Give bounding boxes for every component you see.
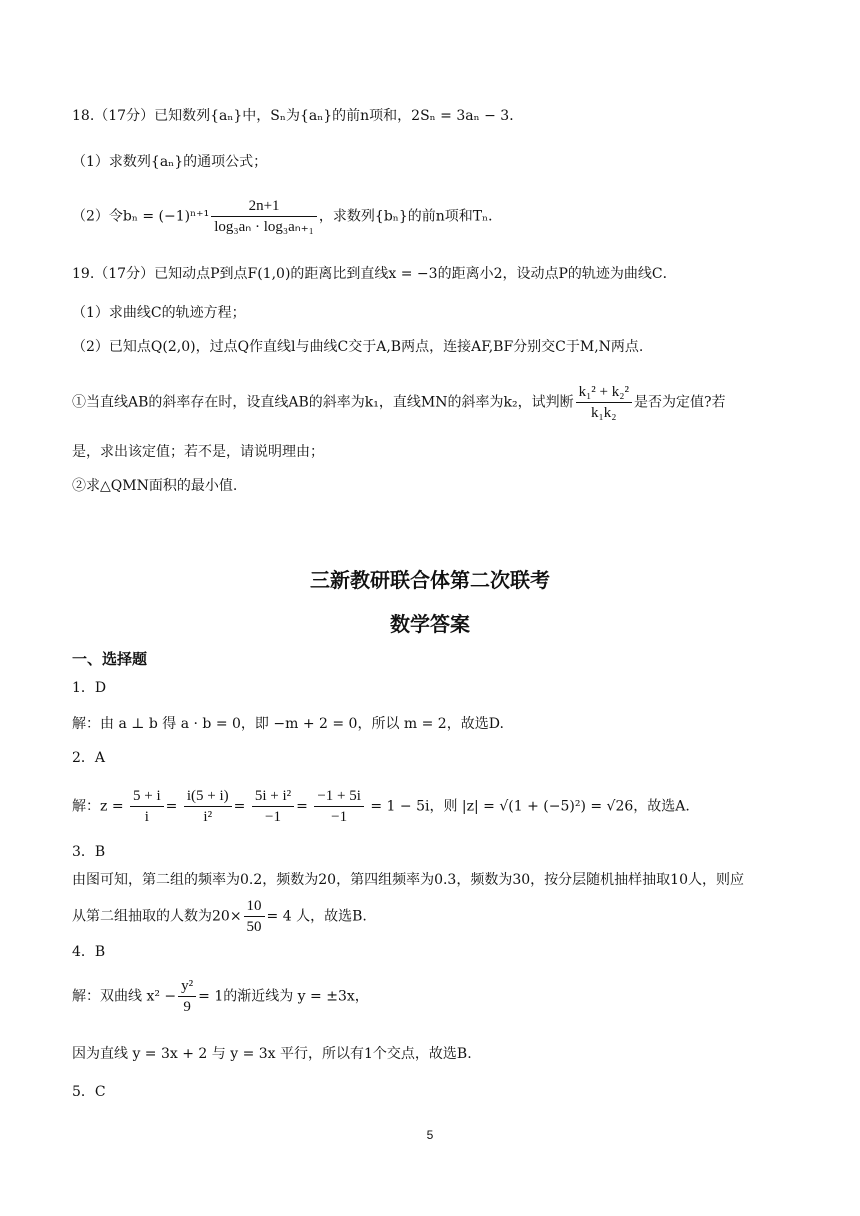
q19-stem: 19.（17分）已知动点P到点F(1,0)的距离比到直线x = −3的距离小2，设动点P的轨迹为曲线C． [72, 266, 677, 282]
section-heading-choice: 一、选择题 [72, 650, 148, 668]
answer-1-solution: 解：由 a ⊥ b 得 a · b = 0，即 −m + 2 = 0，所以 m = 2，故选D. [72, 716, 504, 732]
answer-3-pre: 从第二组抽取的人数为20× [72, 908, 242, 925]
q19-part2a-fraction [576, 382, 632, 423]
answer-2-frac-1 [130, 786, 164, 827]
q18-frac-num: 2n+1 [211, 196, 317, 217]
answer-3-label: 3．B [72, 844, 106, 860]
answer-4-fraction [178, 976, 196, 1017]
answer-2-frac-2 [184, 786, 232, 827]
a4-num: y² [178, 976, 196, 997]
answer-3-post: = 4 人，故选B. [266, 908, 367, 925]
answer-2-label: 2．A [72, 750, 106, 766]
answer-1-label: 1．D [72, 680, 107, 696]
answer-2-post: = 1 − 5i，则 |z| = √(1 + (−5)²) = √26，故选A. [370, 798, 690, 815]
q18-part2-fraction [211, 196, 317, 237]
answer-3-line2 [72, 896, 367, 937]
q19-part2a-pre: ①当直线AB的斜率存在时，设直线AB的斜率为k₁，直线MN的斜率为k₂，试判断 [72, 394, 574, 411]
a3-num: 10 [244, 896, 265, 917]
a2-f2-den: i² [203, 809, 213, 825]
a2-f3-num: 5i + i² [252, 786, 294, 807]
answer-subtitle: 数学答案 [390, 612, 470, 636]
q19-part2a-continuation: 是，求出该定值；若不是，请说明理由； [72, 444, 324, 460]
answer-5-label: 5．C [72, 1084, 106, 1100]
q19-part2a-post: 是否为定值?若 [634, 394, 726, 411]
answer-4-pre: 解：双曲线 x² − [72, 988, 177, 1005]
a2-f1-den: i [144, 809, 149, 825]
answer-4-line2: 因为直线 y = 3x + 2 与 y = 3x 平行，所以有1个交点，故选B. [72, 1046, 472, 1062]
a2-f2-num: i(5 + i) [184, 786, 232, 807]
answer-2-pre: 解：z = [72, 798, 124, 815]
q18-frac-den: log₃aₙ · log₃aₙ₊₁ [214, 219, 314, 235]
answer-3-fraction [244, 896, 265, 937]
a4-den: 9 [183, 999, 191, 1015]
q19-frac-den: k₁k₂ [591, 405, 617, 421]
answer-2-frac-4 [314, 786, 364, 827]
q18-part2 [72, 196, 502, 237]
q18-stem: 18.（17分）已知数列{aₙ}中，Sₙ为{aₙ}的前n项和，2Sₙ = 3aₙ − 3． [72, 108, 524, 124]
q19-part1: （1）求曲线C的轨迹方程； [72, 305, 246, 321]
q19-part2: （2）已知点Q(2,0)，过点Q作直线l与曲线C交于A,B两点，连接AF,BF分别交C于M,N两点. [72, 339, 644, 355]
q19-part2a [72, 382, 726, 423]
a2-f1-num: 5 + i [130, 786, 164, 807]
answer-title: 三新教研联合体第二次联考 [310, 568, 550, 592]
q19-part2b: ②求△QMN面积的最小值. [72, 478, 238, 494]
a3-den: 50 [246, 919, 262, 935]
page-number: 5 [426, 1128, 434, 1142]
answer-4-line1 [72, 976, 369, 1017]
answer-3-line1: 由图可知，第二组的频率为0.2，频数为20，第四组频率为0.3，频数为30，按分层随机抽样抽取10人，则应 [72, 872, 744, 888]
a2-f4-den: −1 [331, 809, 348, 825]
q18-part1: （1）求数列{aₙ}的通项公式； [72, 154, 268, 170]
answer-2-frac-3 [252, 786, 294, 827]
q18-part2-pre: （2）令bₙ = (−1)ⁿ⁺¹ [72, 208, 210, 225]
q18-part2-post: ，求数列{bₙ}的前n项和Tₙ． [318, 208, 503, 225]
q19-frac-num: k₁² + k₂² [576, 382, 632, 403]
answer-2-solution: 解：z = $\frac{5 + i}{i}$ = $\frac{i(5 + i)}{\text{i²}}$ = $\frac{\text{5i + i²}}{-1}$ = $\frac{-1 + 5i}{-1}$ = 1 − 5i，则 |z| = √(1 + (−5)²) = √26，故选A. [72, 788, 690, 825]
answer-4-label: 4．B [72, 944, 106, 960]
a2-f3-den: −1 [264, 809, 281, 825]
answer-4-post: = 1的渐近线为 y = ±3x， [198, 988, 369, 1005]
a2-f4-num: −1 + 5i [314, 786, 364, 807]
